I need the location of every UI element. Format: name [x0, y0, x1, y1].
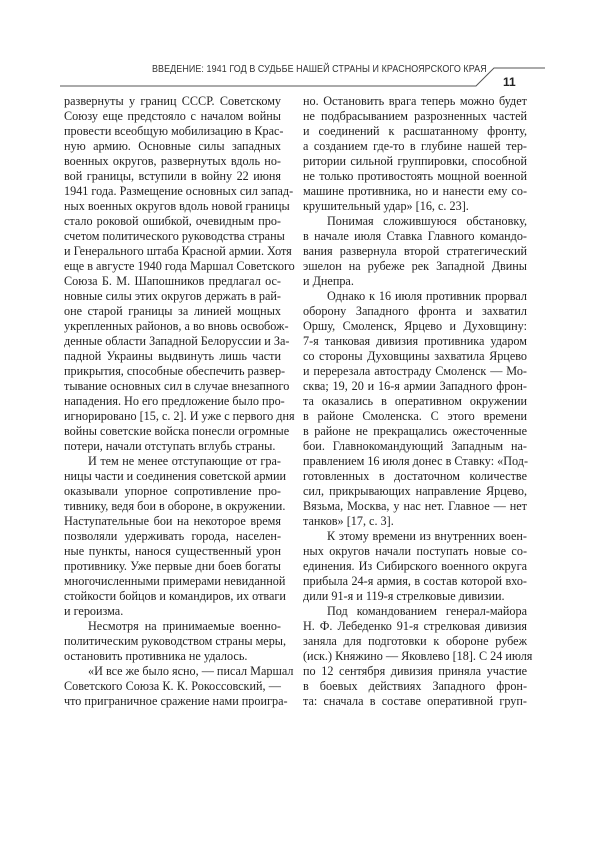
text-line: сква; 19, 20 и 16-я армии Западного фрон-: [303, 379, 527, 393]
text-line: но. Остановить врага теперь можно будет: [303, 94, 527, 108]
paragraph: [64, 94, 295, 454]
text-line: стойкости бойцов и командиров, их отваги: [64, 589, 286, 603]
text-line: войны советские войска понесли огромные: [64, 424, 290, 438]
text-line: готовленных в достаточном количестве: [303, 469, 527, 483]
text-line: новные силы этих округов держать в рай-: [64, 289, 281, 303]
text-line: и перерезала автостраду Смоленск — Мо-: [303, 364, 527, 378]
text-line: 1941 года. Размещение основных сил запад-: [64, 184, 294, 198]
text-line: оне старой границы за линией мощных: [64, 304, 281, 318]
text-line: нападения. Но его предложение было про-: [64, 394, 285, 408]
paragraph: [303, 94, 527, 214]
text-line: ницы части и соединения советской армии: [64, 469, 286, 483]
text-line: Несмотря на принимаемые военно-: [88, 619, 281, 633]
text-line: тивнику, ведя бои в обороне, в окружении.: [64, 499, 286, 513]
text-line: не только противостоять мощной военной: [303, 169, 527, 183]
text-line: Вязьма, Москва, у нас нет. Главное — нет: [303, 499, 527, 513]
text-line: вой границы, вступили в войну 22 июня: [64, 169, 281, 183]
text-line: противнику. Уже первые дни боев богаты: [64, 559, 281, 573]
text-line: а созданием где-то в глубине нашей тер-: [303, 139, 527, 153]
text-line: в районе не прекращались ожесточенные: [303, 424, 527, 438]
text-line: бои. Главнокомандующий Западным на-: [303, 439, 527, 453]
paragraph: [303, 289, 527, 529]
text-line: укрепленных районов, а во вновь освобож-: [64, 319, 289, 333]
text-line: потери, начали отступать вглубь страны.: [64, 439, 276, 453]
text-line: Оршу, Смоленск, Ярцево и Духовщину:: [303, 319, 527, 333]
text-line: ных военных округов вдоль новой границы: [64, 199, 290, 213]
paragraph: [64, 619, 287, 664]
text-line: 7-я танковая дивизия противника ударом: [303, 334, 527, 348]
text-line: развернуты у границ СССР. Советскому: [64, 94, 281, 108]
text-line: со стороны Духовщины захватила Ярцево: [303, 349, 527, 363]
paragraph: [64, 664, 294, 709]
text-line: танков» [17, с. 3].: [303, 514, 394, 528]
text-line: единения. Из Сибирского военного округа: [303, 559, 527, 573]
text-line: крушительный удар» [16, с. 23].: [303, 199, 469, 213]
text-line: и Генерального штаба Красной армии. Хотя: [64, 244, 292, 258]
text-line: и Днепра.: [303, 274, 354, 288]
text-line: провести всеобщую мобилизацию в Крас-: [64, 124, 284, 138]
text-line: заняла для подготовки к обороне рубеж: [303, 634, 527, 648]
text-line: ных округов начали поступать новые со-: [303, 544, 527, 558]
running-header: [0, 0, 600, 100]
text-line: позволяли удерживать города, населен-: [64, 529, 281, 543]
text-line: игнорировано [15, с. 2]. И уже с первого дня: [64, 409, 295, 423]
text-line: И тем не менее отступающие от гра-: [88, 454, 281, 468]
text-line: остановить противника не удалось.: [64, 649, 248, 663]
text-line: (иск.) Княжино — Яковлево [18]. С 24 июля: [303, 649, 533, 663]
text-line: денные области Западной Белоруссии и За-: [64, 334, 290, 348]
running-title: ВВЕДЕНИЕ: 1941 ГОД В СУДЬБЕ НАШЕЙ СТРАНЫ И КРАСНОЯРСКОГО КРАЯ: [152, 64, 487, 75]
text-line: Союза Б. М. Шапошников предлагал ос-: [64, 274, 281, 288]
paragraph: [64, 454, 286, 619]
text-line: Союзу еще предстояло с началом войны: [64, 109, 281, 123]
text-line: К этому времени из внутренних воен-: [327, 529, 527, 543]
text-line: по 12 сентября дивизия приняла участие: [303, 664, 527, 678]
text-line: оборону Западного фронта и захватил: [303, 304, 527, 318]
text-line: та оказались в оперативном окружении: [303, 394, 527, 408]
text-line: в боевых действиях Западного фрон-: [303, 679, 527, 693]
text-line: эшелон на рубеже рек Западной Двины: [303, 259, 527, 273]
text-line: счетом политического руководства страны: [64, 229, 285, 243]
text-line: ные пункты, нанося существенный урон: [64, 544, 281, 558]
text-line: многочисленными примерами невиданной: [64, 574, 286, 588]
text-line: политическим руководством страны меры,: [64, 634, 287, 648]
text-line: правлением 16 июля донес в Ставку: «Под-: [303, 454, 529, 468]
text-line: ритории сильной группировки, способной: [303, 154, 527, 168]
text-line: машине противника, но и нанести ему со-: [303, 184, 527, 198]
text-line: Советского Союза К. К. Рокоссовский, —: [64, 679, 281, 693]
text-line: падной Украины выдвинуть лишь части: [64, 349, 281, 363]
text-line: ную армию. Основные силы западных: [64, 139, 281, 153]
text-line: Понимая сложившуюся обстановку,: [327, 214, 527, 228]
text-line: прикрытия, способные обеспечить развер-: [64, 364, 286, 378]
text-line: стало роковой ошибкой, очевидным про-: [64, 214, 281, 228]
paragraph: [303, 604, 533, 709]
text-line: «И все же было ясно, — писал Маршал: [88, 664, 294, 678]
text-line: Однако к 16 июля противник прорвал: [327, 289, 527, 303]
text-line: и героизма.: [64, 604, 124, 618]
text-line: не подбрасыванием разрозненных частей: [303, 109, 527, 123]
text-line: что приграничное сражение нами проигра-: [64, 694, 288, 708]
text-line: и соединений к расшатанному фронту,: [303, 124, 527, 138]
text-line: прибыла 24-я армия, в состав которой вхо-: [303, 574, 527, 588]
text-line: военных округов, развернутых вдоль но-: [64, 154, 281, 168]
text-line: Н. Ф. Лебеденко 91-я стрелковая дивизия: [303, 619, 527, 633]
text-line: сил, прикрывающих направление Ярцево,: [303, 484, 527, 498]
right-column: [303, 94, 533, 709]
text-line: еще в августе 1940 года Маршал Советского: [64, 259, 295, 273]
page-number: 11: [503, 75, 516, 89]
paragraph: [303, 529, 527, 604]
text-line: тывание основных сил в случае внезапного: [64, 379, 290, 393]
text-line: в районе Смоленска. С этого времени: [303, 409, 527, 423]
paragraph: [303, 214, 527, 289]
text-line: Наступательные бои на некоторое время: [64, 514, 281, 528]
text-line: вания развернула второй стратегический: [303, 244, 527, 258]
text-line: оказывали упорное сопротивление про-: [64, 484, 281, 498]
text-line: та: сначала в составе оперативной груп-: [303, 694, 527, 708]
left-column: [64, 94, 295, 709]
text-line: в начале июля Ставка Главного командо-: [303, 229, 527, 243]
text-line: дили 91-я и 119-я стрелковые дивизии.: [303, 589, 505, 603]
text-line: Под командованием генерал-майора: [327, 604, 527, 618]
